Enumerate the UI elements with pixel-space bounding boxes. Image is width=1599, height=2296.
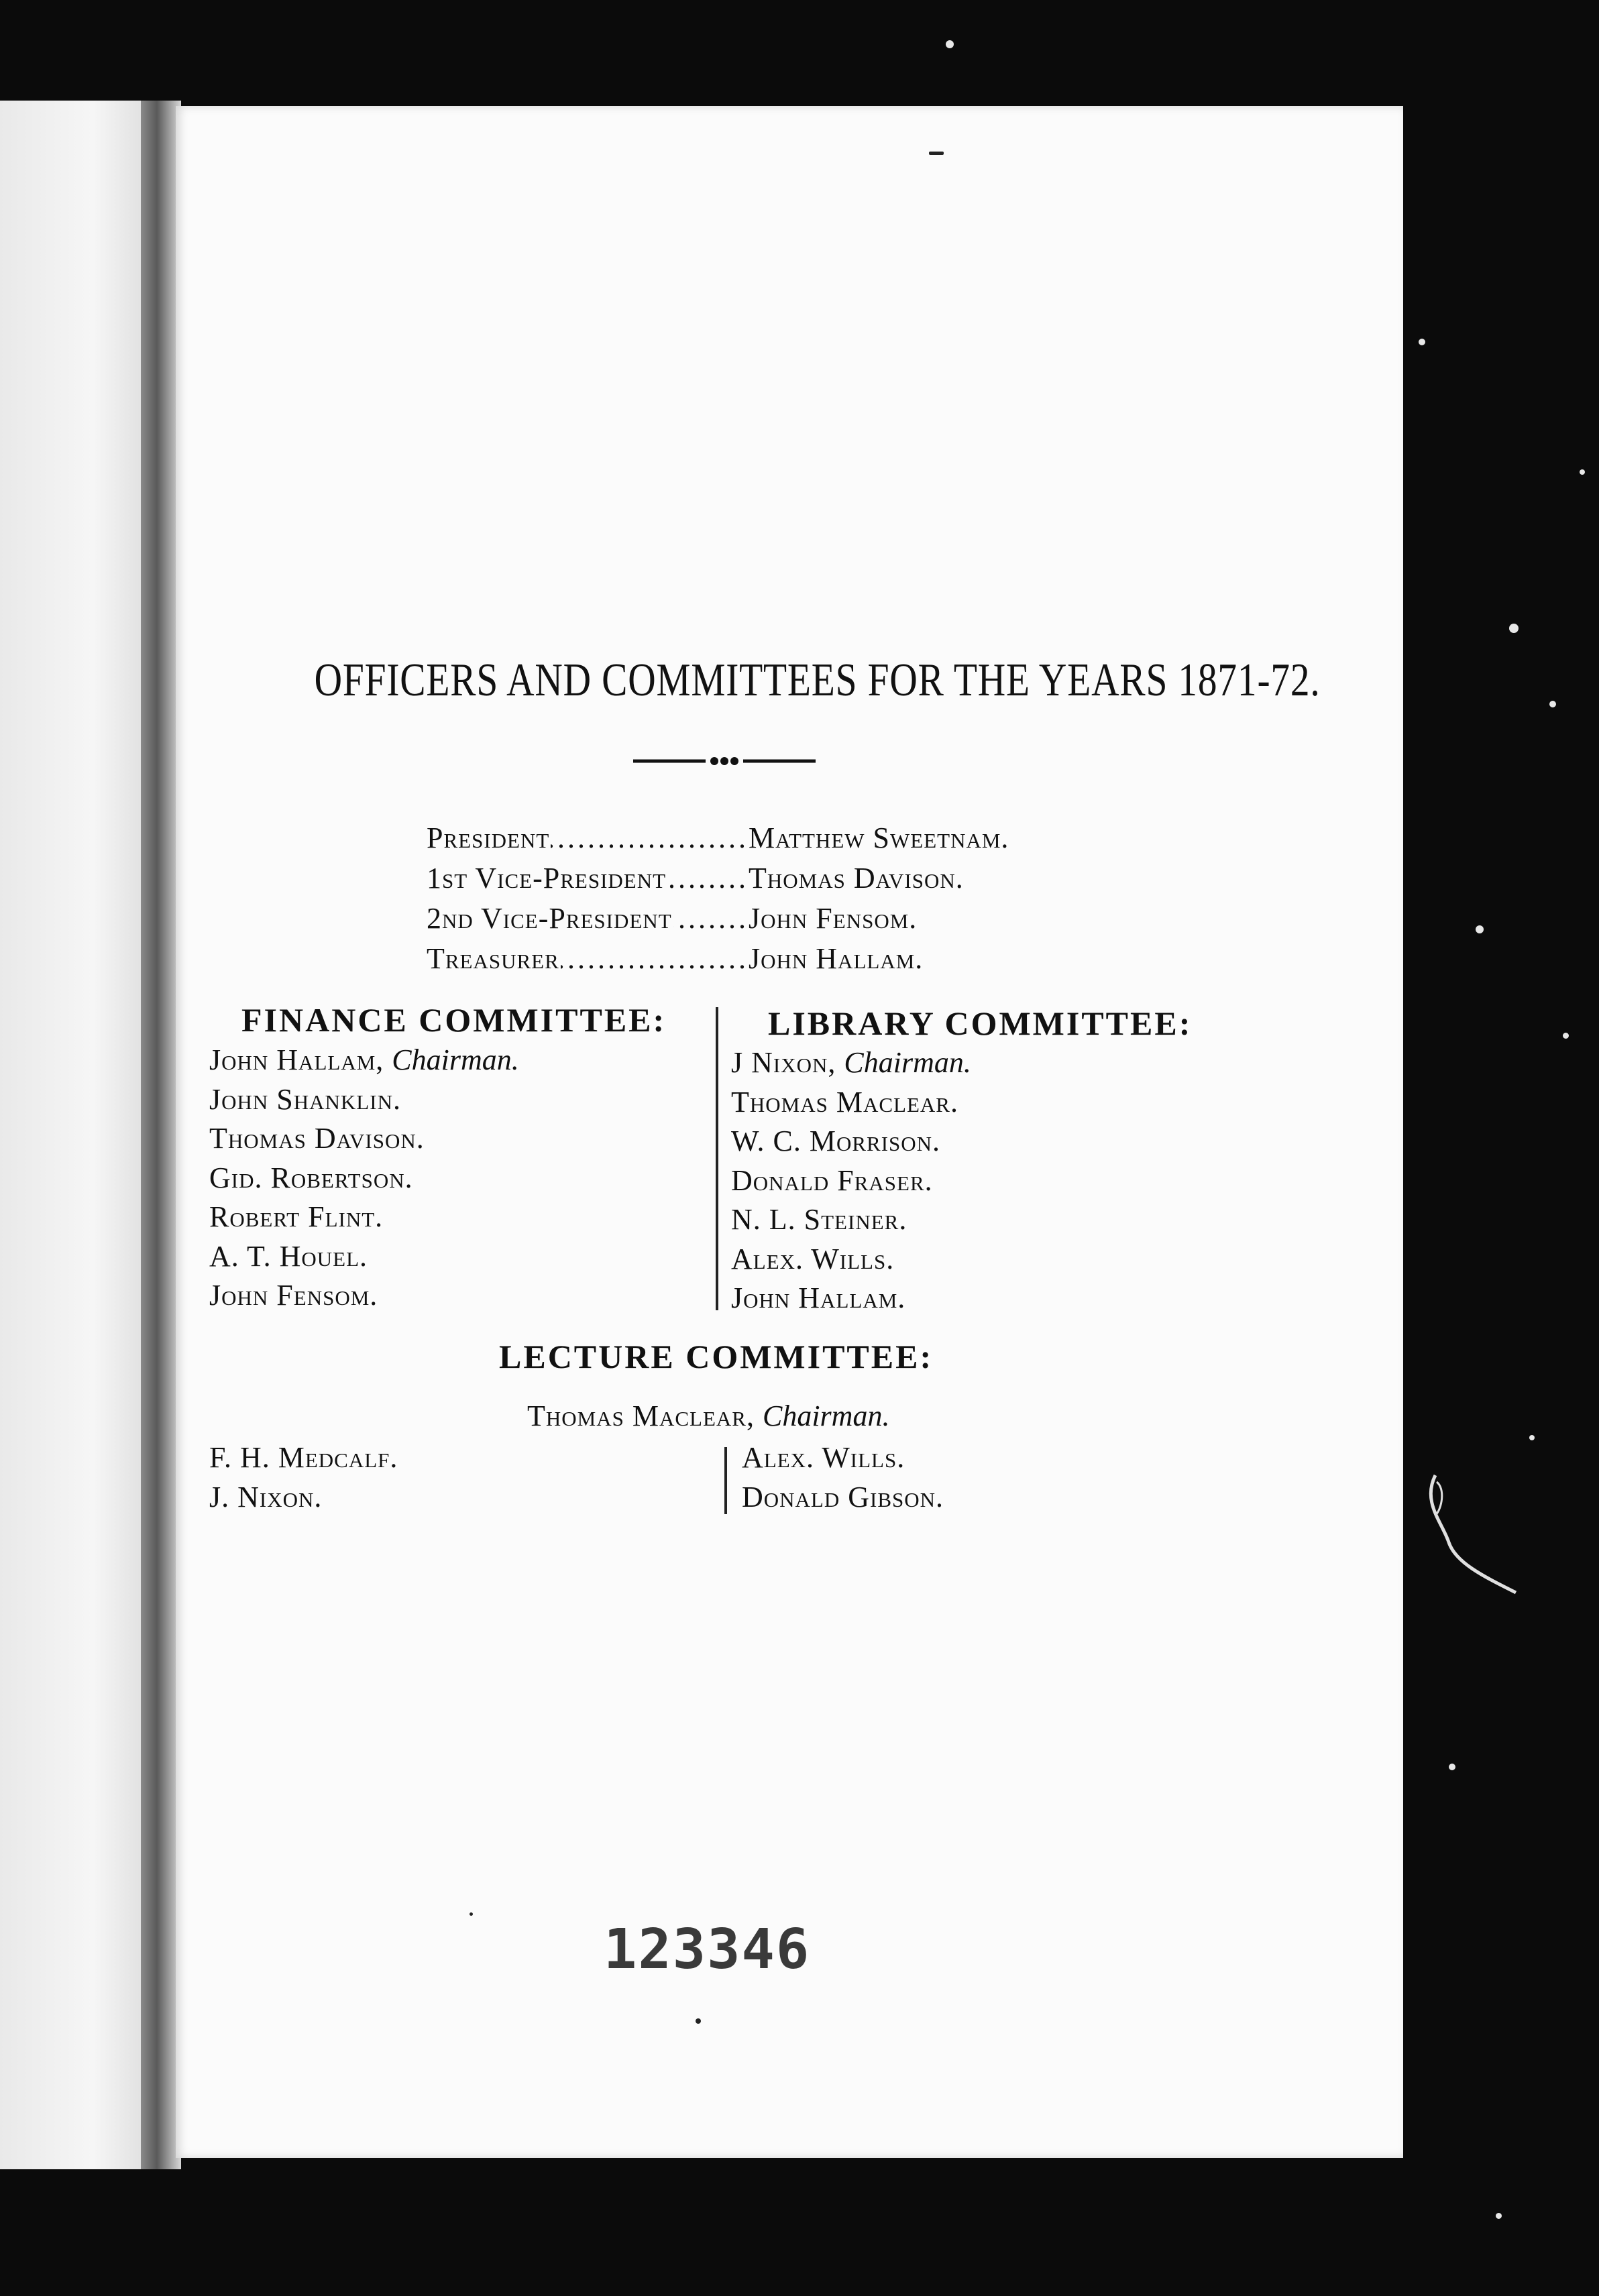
chairman-name: John Hallam,: [209, 1043, 384, 1076]
list-item: John Hallam.: [731, 1281, 906, 1314]
lecture-committee-chairman: [527, 1399, 889, 1433]
ink-mark: [929, 152, 944, 155]
accession-stamp: 123346: [604, 1918, 811, 1982]
officer-name: Matthew Sweetnam.: [749, 821, 1009, 854]
list-item: Donald Fraser.: [731, 1163, 933, 1197]
officer-title: President: [427, 821, 550, 854]
list-item: Thomas Maclear.: [731, 1085, 958, 1118]
lecture-committee-members-left: [209, 1438, 398, 1517]
list-item: John Shanklin.: [209, 1082, 401, 1116]
officer-name: John Hallam.: [749, 942, 924, 975]
chairman-name: J Nixon,: [731, 1046, 836, 1079]
officer-title: Treasurer: [427, 942, 559, 975]
list-item: W. C. Morrison.: [731, 1125, 941, 1157]
officer-name: Thomas Davison.: [749, 862, 964, 895]
list-item: J. Nixon.: [209, 1480, 323, 1513]
finance-committee-heading: FINANCE COMMITTEE:: [241, 1001, 667, 1039]
list-item: [209, 1041, 519, 1080]
list-item: Thomas Davison.: [209, 1122, 425, 1155]
facing-page: [0, 101, 156, 2169]
ink-speck: [696, 2018, 701, 2024]
lecture-committee-members-right: [742, 1438, 944, 1517]
officer-name: John Fensom.: [749, 902, 918, 935]
list-item: [731, 1043, 971, 1083]
finance-committee-members: [209, 1041, 519, 1316]
officer-row-president: [427, 818, 1009, 858]
title-ornament: [630, 751, 818, 771]
officer-row-treasurer: [427, 939, 1009, 979]
officers-list: [427, 818, 1009, 979]
list-item: Alex. Wills.: [742, 1441, 905, 1474]
page-title: OFFICERS AND COMMITTEES FOR THE YEARS 1871-72.: [314, 654, 1321, 706]
list-item: Donald Gibson.: [742, 1480, 944, 1513]
lecture-committee-heading: LECTURE COMMITTEE:: [499, 1338, 934, 1375]
list-item: Robert Flint.: [209, 1200, 384, 1233]
column-divider: [724, 1447, 727, 1514]
list-item: John Fensom.: [209, 1279, 378, 1312]
ink-speck: [470, 1912, 473, 1916]
officer-row-1st-vice-president: [427, 858, 1009, 899]
library-committee-members: [731, 1043, 971, 1318]
list-item: Alex. Wills.: [731, 1242, 895, 1275]
chairman-name: Thomas Maclear,: [527, 1399, 755, 1432]
chairman-role: Chairman.: [762, 1399, 890, 1432]
chairman-role: Chairman.: [392, 1043, 519, 1076]
officer-title: 1st Vice-President: [427, 862, 667, 895]
library-committee-heading: LIBRARY COMMITTEE:: [768, 1005, 1193, 1042]
column-divider: [716, 1007, 718, 1310]
list-item: F. H. Medcalf.: [209, 1441, 398, 1474]
officer-row-2nd-vice-president: [427, 899, 1009, 939]
list-item: Gid. Robertson.: [209, 1161, 413, 1194]
list-item: N. L. Steiner.: [731, 1203, 907, 1236]
chairman-role: Chairman.: [844, 1046, 971, 1079]
list-item: A. T. Houel.: [209, 1239, 368, 1273]
officer-title: 2nd Vice-President: [427, 902, 672, 935]
book-gutter: [141, 101, 181, 2169]
background-fiber: [1422, 1462, 1529, 1596]
